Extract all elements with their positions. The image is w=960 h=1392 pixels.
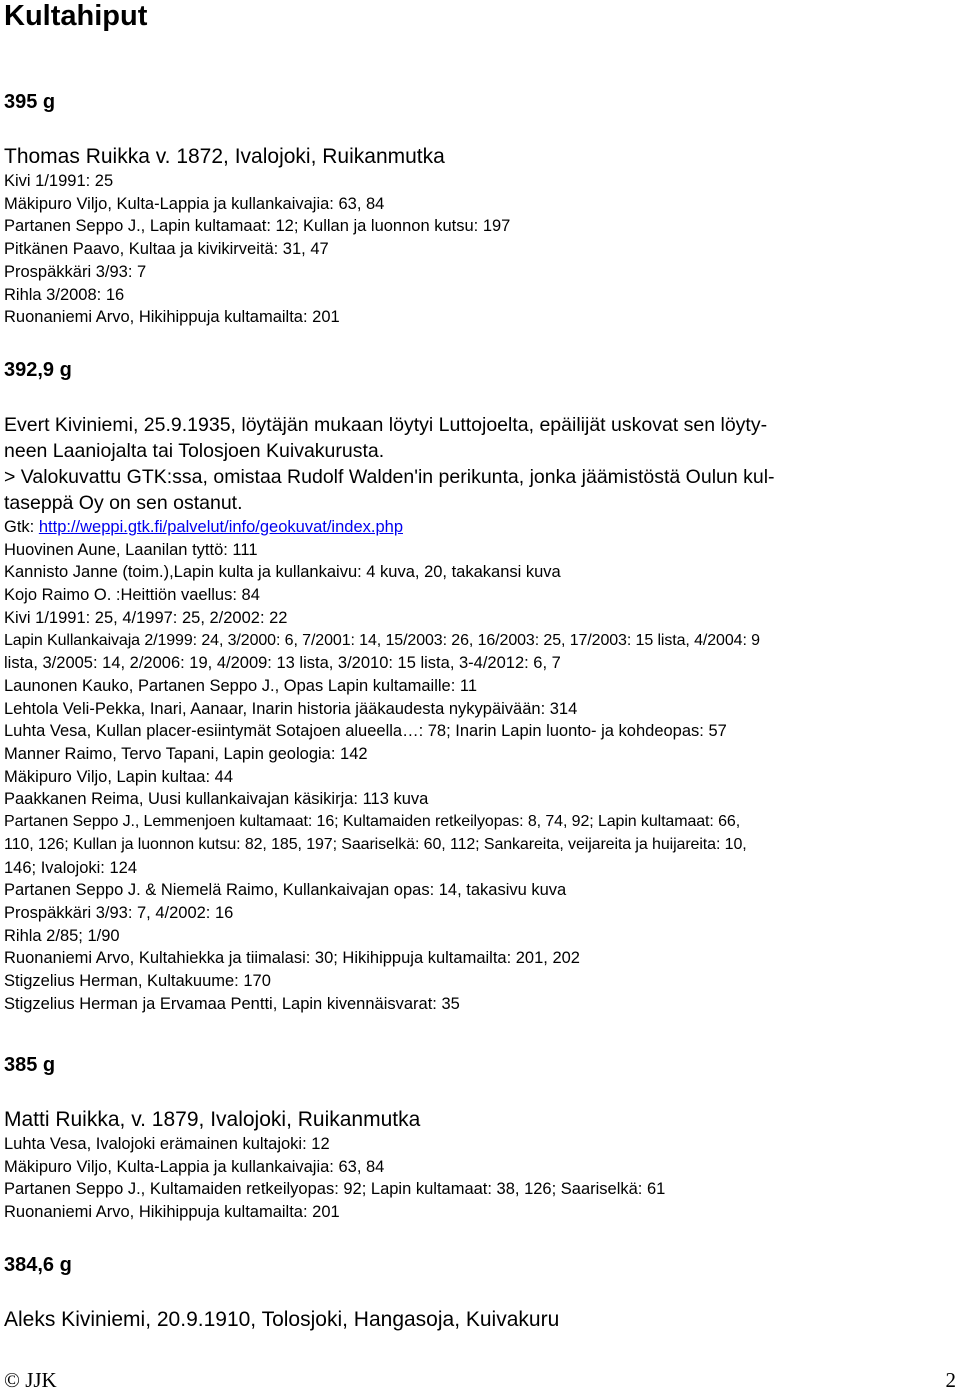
entry-finder-line: neen Laaniojalta tai Tolosjoen Kuivakurusta.	[4, 440, 385, 462]
entry-note-line: > Valokuvattu GTK:ssa, omistaa Rudolf Walden'in perikunta, jonka jäämistöstä Oulun kul-	[4, 466, 775, 488]
source-line: Partanen Seppo J. & Niemelä Raimo, Kullankaivajan opas: 14, takasivu kuva	[4, 881, 567, 900]
entry-392-9g	[4, 358, 956, 1015]
entry-note-line: taseppä Oy on sen ostanut.	[4, 492, 243, 514]
source-line: Mäkipuro Viljo, Kulta-Lappia ja kullankaivajia: 63, 84	[4, 194, 385, 213]
entry-395g	[4, 90, 956, 329]
source-line: Kojo Raimo O. :Heittiön vaellus: 84	[4, 586, 260, 605]
source-line: 146; Ivalojoki: 124	[4, 858, 138, 877]
gtk-label: Gtk:	[4, 518, 39, 536]
source-line: Partanen Seppo J., Lapin kultamaat: 12; Kullan ja luonnon kutsu: 197	[4, 217, 511, 236]
source-line: Mäkipuro Viljo, Lapin kultaa: 44	[4, 767, 234, 786]
source-line: Lehtola Veli-Pekka, Inari, Aanaar, Inarin historia jääkaudesta nykypäivään: 314	[4, 699, 578, 718]
entry-finder: Matti Ruikka, v. 1879, Ivalojoki, Ruikanmutka	[4, 1108, 421, 1131]
source-line: Kivi 1/1991: 25	[4, 172, 114, 190]
source-line: Rihla 2/85; 1/90	[4, 926, 120, 945]
gtk-reference	[4, 516, 956, 539]
source-line: 110, 126; Kullan ja luonnon kutsu: 82, 185, 197; Saariselkä: 60, 112; Sankareita, veijareita ja huijareita: 10,	[4, 835, 747, 853]
entry-weight: 392,9 g	[4, 359, 72, 381]
entry-finder: Aleks Kiviniemi, 20.9.1910, Tolosjoki, Hangasoja, Kuivakuru	[4, 1308, 560, 1331]
source-line: Kivi 1/1991: 25, 4/1997: 25, 2/2002: 22	[4, 608, 288, 627]
page-title: Kultahiput	[4, 0, 148, 32]
source-line: Stigzelius Herman ja Ervamaa Pentti, Lapin kivennäisvarat: 35	[4, 994, 460, 1013]
source-line: Lapin Kullankaivaja 2/1999: 24, 3/2000: 6, 7/2001: 14, 15/2003: 26, 16/2003: 25, 17/2003: 15 lista, 4/2004: 9	[4, 631, 760, 649]
source-line: Prospäkkäri 3/93: 7	[4, 262, 147, 281]
source-line: Manner Raimo, Tervo Tapani, Lapin geologia: 142	[4, 745, 368, 764]
entry-finder: Thomas Ruikka v. 1872, Ivalojoki, Ruikanmutka	[4, 145, 445, 168]
entry-385g	[4, 1053, 956, 1224]
entry-finder-line: Evert Kiviniemi, 25.9.1935, löytäjän mukaan löytyi Luttojoelta, epäilijät uskovat sen löyty-	[4, 414, 768, 436]
source-line: Ruonaniemi Arvo, Hikihippuja kultamailta: 201	[4, 308, 340, 327]
source-line: Kannisto Janne (toim.),Lapin kulta ja kullankaivu: 4 kuva, 20, takakansi kuva	[4, 563, 561, 582]
source-line: Stigzelius Herman, Kultakuume: 170	[4, 972, 271, 991]
source-line: Huovinen Aune, Laanilan tyttö: 111	[4, 540, 258, 559]
entry-weight: 385 g	[4, 1054, 56, 1076]
source-line: Partanen Seppo J., Kultamaiden retkeilyopas: 92; Lapin kultamaat: 38, 126; Saariselkä: 61	[4, 1180, 666, 1199]
footer-page-number: 2	[945, 1368, 956, 1392]
source-line: Partanen Seppo J., Lemmenjoen kultamaat: 16; Kultamaiden retkeilyopas: 8, 74, 92; Lapin kultamaat: 66,	[4, 813, 741, 831]
source-line: Ruonaniemi Arvo, Kultahiekka ja tiimalasi: 30; Hikihippuja kultamailta: 201, 202	[4, 949, 580, 968]
source-line: Launonen Kauko, Partanen Seppo J., Opas Lapin kultamaille: 11	[4, 676, 478, 695]
source-line: Pitkänen Paavo, Kultaa ja kivikirveitä: 31, 47	[4, 240, 329, 259]
entry-384-6g	[4, 1253, 956, 1333]
source-line: Prospäkkäri 3/93: 7, 4/2002: 16	[4, 903, 234, 922]
source-line: Luhta Vesa, Ivalojoki erämainen kultajoki: 12	[4, 1135, 330, 1153]
source-line: Ruonaniemi Arvo, Hikihippuja kultamailta: 201	[4, 1203, 340, 1222]
gtk-link[interactable]: http://weppi.gtk.fi/palvelut/info/geokuvat/index.php	[38, 518, 403, 536]
entry-weight: 384,6 g	[4, 1254, 72, 1276]
footer-copyright: © JJK	[4, 1368, 57, 1392]
source-line: lista, 3/2005: 14, 2/2006: 19, 4/2009: 13 lista, 3/2010: 15 lista, 3-4/2012: 6, 7	[4, 654, 561, 673]
source-line: Mäkipuro Viljo, Kulta-Lappia ja kullankaivajia: 63, 84	[4, 1157, 385, 1176]
source-line: Paakkanen Reima, Uusi kullankaivajan käsikirja: 113 kuva	[4, 790, 429, 809]
source-line: Rihla 3/2008: 16	[4, 285, 125, 304]
source-line: Luhta Vesa, Kullan placer-esiintymät Sotajoen alueella…: 78; Inarin Lapin luonto- ja kohdeopas: 57	[4, 722, 727, 741]
entry-weight: 395 g	[4, 91, 56, 113]
